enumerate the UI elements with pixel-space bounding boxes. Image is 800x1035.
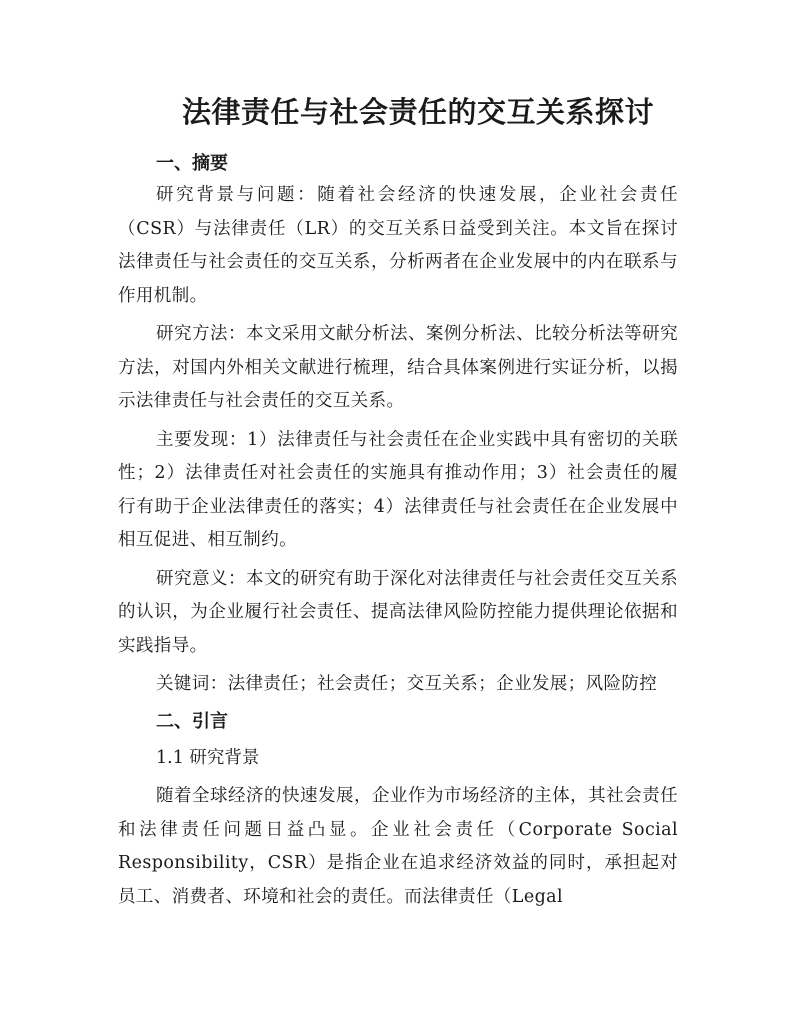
abstract-findings-paragraph: 主要发现：1）法律责任与社会责任在企业实践中具有密切的关联性；2）法律责任对社会责任的实施具有推动作用；3）社会责任的履行有助于企业法律责任的落实；4）法律责任与社会责任在企业发展中相互促进、相互制约。 — [118, 429, 678, 550]
introduction-paragraph: 随着全球经济的快速发展，企业作为市场经济的主体，其社会责任和法律责任问题日益凸显。企业社会责任（Corporate Social Responsibility，CSR）是指企业在追求经济效益的同时，承担起对员工、消费者、环境和社会的责任。而法律责任（Legal — [118, 786, 678, 907]
document-page — [118, 88, 678, 914]
abstract-background-paragraph: 研究背景与问题：随着社会经济的快速发展，企业社会责任（CSR）与法律责任（LR）的交互关系日益受到关注。本文旨在探讨法律责任与社会责任的交互关系，分析两者在企业发展中的内在联系与作用机制。 — [118, 185, 678, 306]
abstract-methods-paragraph: 研究方法：本文采用文献分析法、案例分析法、比较分析法等研究方法，对国内外相关文献进行梳理，结合具体案例进行实证分析，以揭示法律责任与社会责任的交互关系。 — [118, 324, 678, 411]
keywords-line: 关键词：法律责任；社会责任；交互关系；企业发展；风险防控 — [156, 674, 658, 694]
section-heading-abstract: 一、摘要 — [156, 153, 228, 174]
subsection-heading-background: 1.1 研究背景 — [156, 747, 260, 768]
abstract-significance-paragraph: 研究意义：本文的研究有助于深化对法律责任与社会责任交互关系的认识，为企业履行社会责任、提高法律风险防控能力提供理论依据和实践指导。 — [118, 568, 678, 656]
section-heading-introduction: 二、引言 — [156, 710, 228, 732]
document-title: 法律责任与社会责任的交互关系探讨 — [181, 95, 654, 129]
